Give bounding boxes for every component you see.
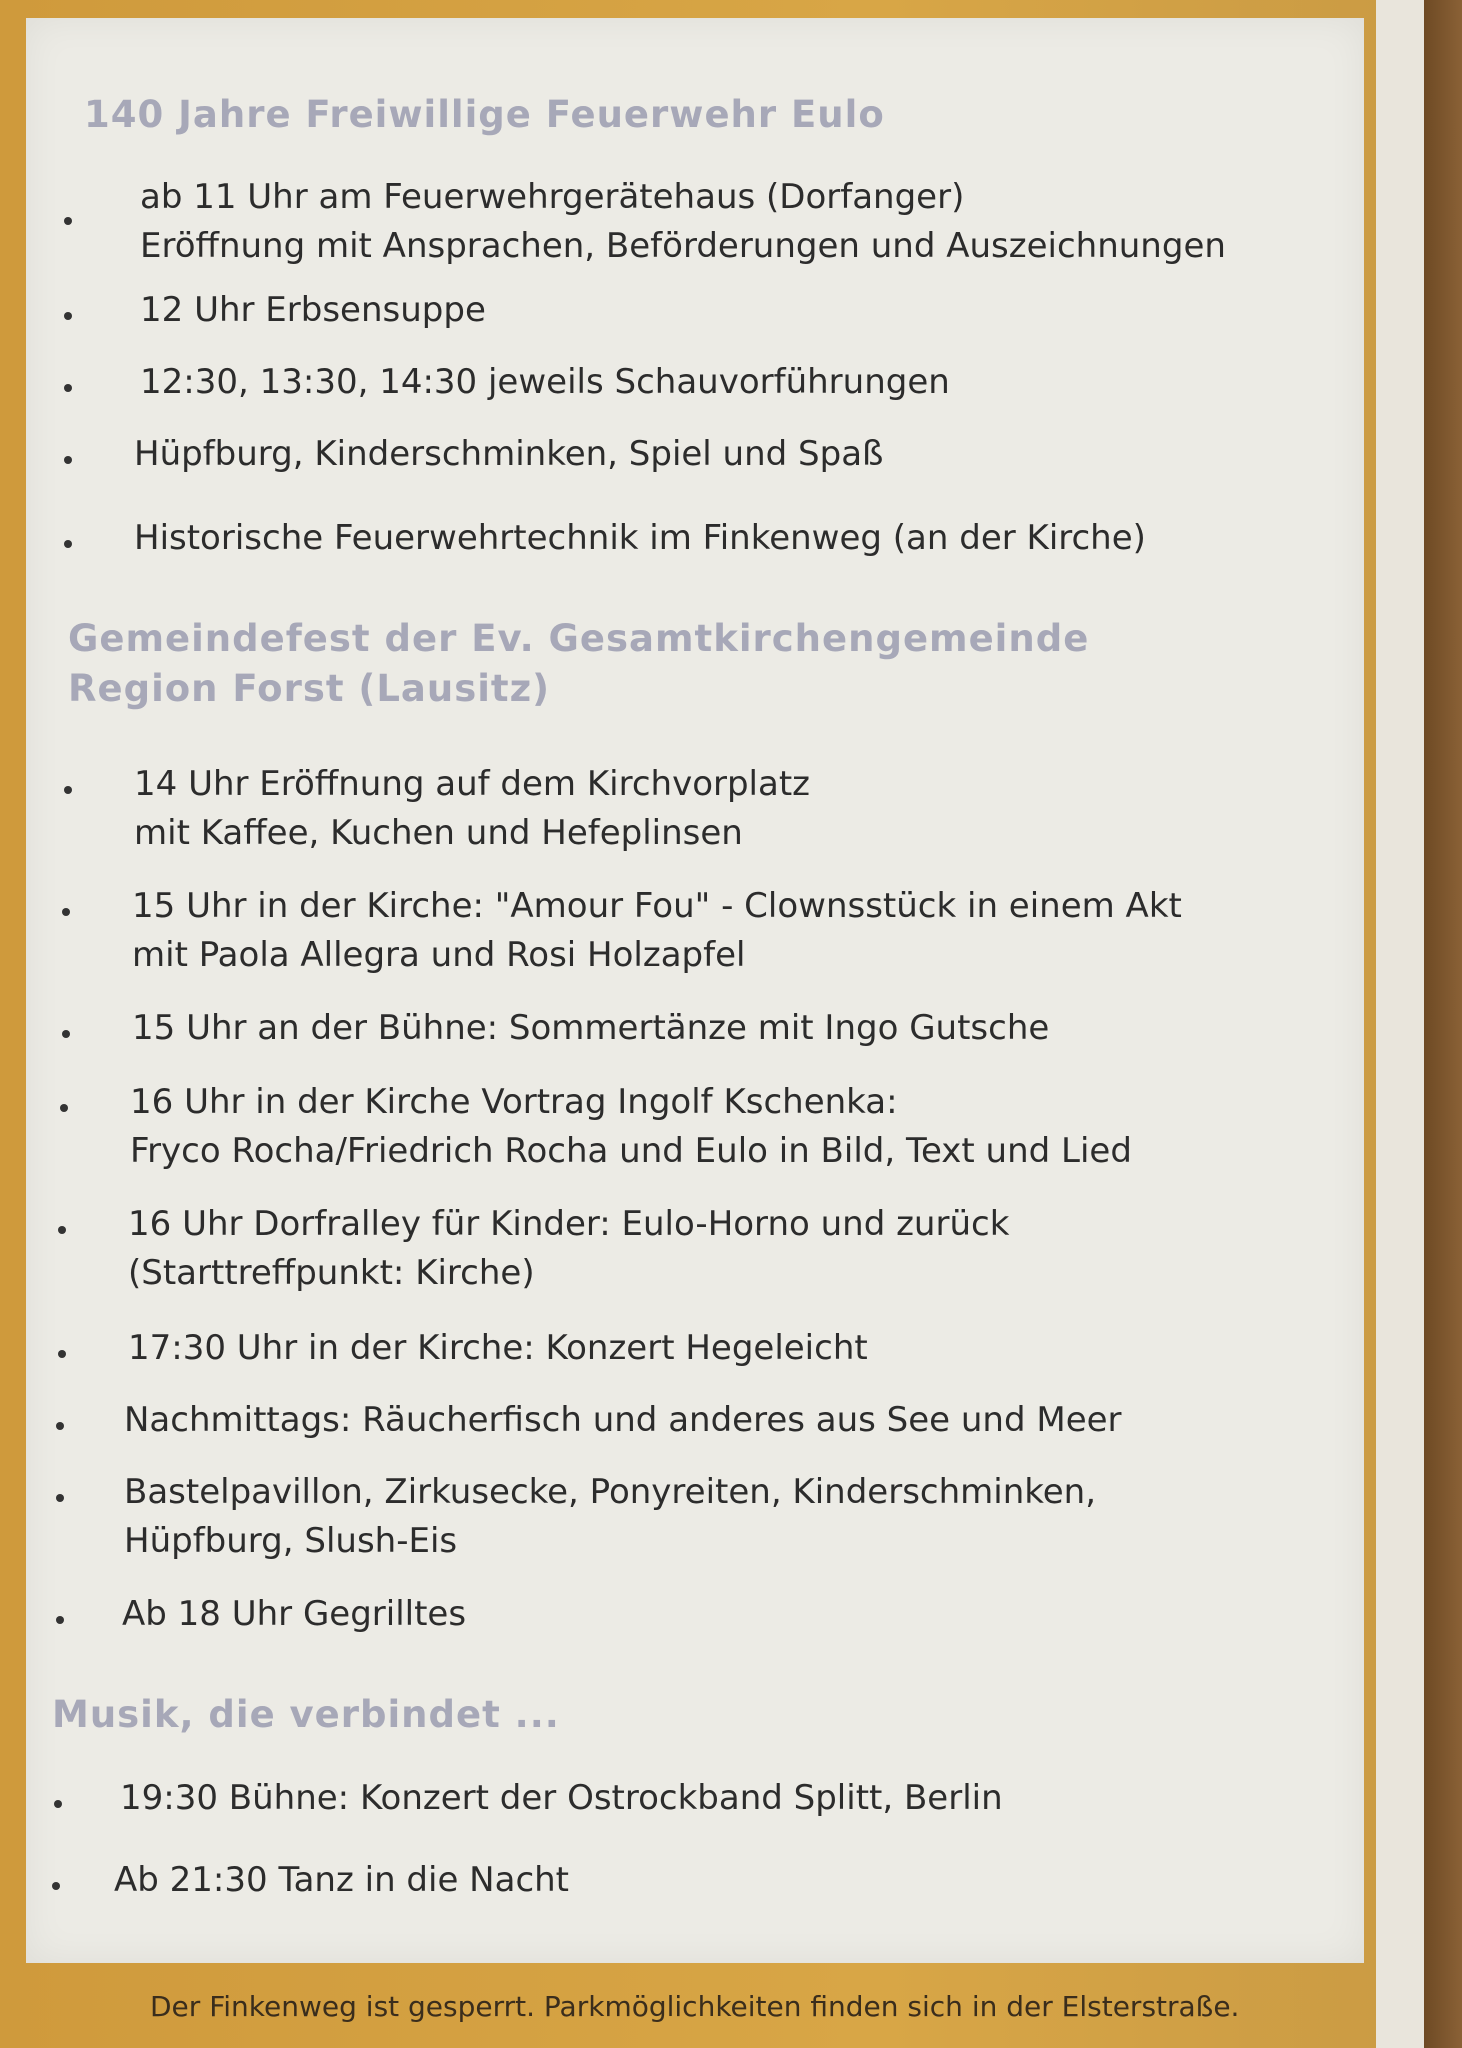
list-item: 17:30 Uhr in der Kirche: Konzert Hegeleicht (128, 1324, 868, 1373)
program-card (26, 18, 1364, 1963)
bullet (56, 1616, 64, 1624)
bullet (64, 384, 72, 392)
list-item: 19:30 Bühne: Konzert der Ostrockband Splitt, Berlin (120, 1774, 1003, 1823)
list-item: Hüpfburg, Kinderschminken, Spiel und Spaß (134, 430, 883, 479)
section-title: Musik, die verbindet ... (52, 1693, 560, 1736)
list-item: 15 Uhr an der Bühne: Sommertänze mit Ingo Gutsche (132, 1004, 1049, 1053)
bullet (56, 1422, 64, 1430)
bullet (64, 217, 72, 225)
section-title: 140 Jahre Freiwillige Feuerwehr Eulo (84, 93, 885, 136)
bullet (52, 1882, 60, 1890)
bullet (64, 456, 72, 464)
bullet (62, 908, 70, 916)
paper-edge (1376, 0, 1424, 2048)
bullet (64, 312, 72, 320)
list-item: Bastelpavillon, Zirkusecke, Ponyreiten, Kinderschminken, Hüpfburg, Slush-Eis (124, 1468, 1096, 1566)
bullet (54, 1800, 62, 1808)
section-musik (26, 1690, 1326, 1740)
bullet (64, 540, 72, 548)
bullet (64, 786, 72, 794)
bullet (60, 1104, 68, 1112)
list-item: Historische Feuerwehrtechnik im Finkenweg (an der Kirche) (134, 514, 1146, 563)
list-item: 12 Uhr Erbsensuppe (140, 286, 486, 335)
list-item: 16 Uhr in der Kirche Vortrag Ingolf Kschenka: Fryco Rocha/Friedrich Rocha und Eulo in Bild, Text und Lied (130, 1078, 1132, 1176)
list-item: Ab 21:30 Tanz in die Nacht (114, 1856, 569, 1905)
bullet (56, 1494, 64, 1502)
list-item: Nachmittags: Räucherfisch und anderes aus See und Meer (124, 1396, 1122, 1445)
bullet (58, 1226, 66, 1234)
list-item: 15 Uhr in der Kirche: "Amour Fou" - Clownsstück in einem Akt mit Paola Allegra und Rosi Holzapfel (132, 882, 1182, 980)
section-title: Gemeindefest der Ev. Gesamtkirchengemeinde Region Forst (Lausitz) (68, 617, 1090, 710)
section-feuerwehr (26, 90, 1326, 140)
list-item: 16 Uhr Dorfralley für Kinder: Eulo-Horno und zurück (Starttreffpunkt: Kirche) (128, 1200, 1009, 1298)
list-item: ab 11 Uhr am Feuerwehrgerätehaus (Dorfanger) Eröffnung mit Ansprachen, Beförderungen und Auszeichnungen (140, 173, 1226, 271)
list-item: 12:30, 13:30, 14:30 jeweils Schauvorführungen (140, 358, 950, 407)
footer-note: Der Finkenweg ist gesperrt. Parkmöglichkeiten finden sich in der Elsterstraße. (150, 1990, 1240, 2023)
bullet (62, 1030, 70, 1038)
section-gemeindefest (26, 614, 1326, 714)
table-edge (1424, 0, 1462, 2048)
list-item: 14 Uhr Eröffnung auf dem Kirchvorplatz mit Kaffee, Kuchen und Hefeplinsen (134, 760, 810, 858)
bullet (58, 1350, 66, 1358)
list-item: Ab 18 Uhr Gegrilltes (122, 1590, 466, 1639)
